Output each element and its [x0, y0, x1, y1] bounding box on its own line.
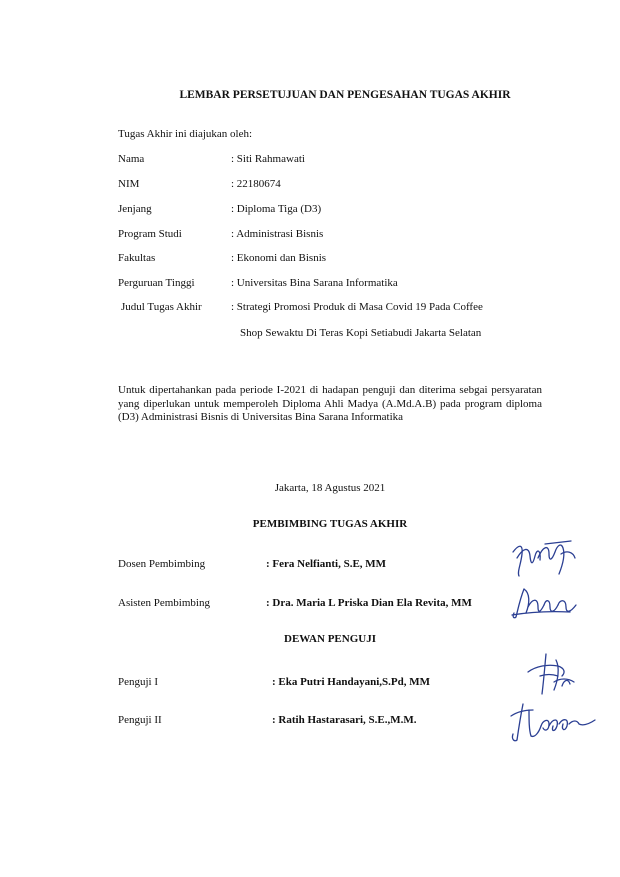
examiner-name-2: : Ratih Hastarasari, S.E.,M.M.	[272, 714, 417, 726]
field-value-jenjang: : Diploma Tiga (D3)	[231, 203, 322, 215]
signature-asisten-pembimbing	[510, 585, 582, 621]
signature-penguji-2	[505, 700, 601, 744]
field-value-judul-continuation: Shop Sewaktu Di Teras Kopi Setiabudi Jakarta Selatan	[240, 327, 482, 339]
field-value-nim: : 22180674	[231, 178, 281, 190]
examiner-heading: DEWAN PENGUJI	[284, 633, 376, 645]
document-title: LEMBAR PERSETUJUAN DAN PENGESAHAN TUGAS AKHIR	[179, 89, 511, 101]
supervisor-name-asisten: : Dra. Maria L Priska Dian Ela Revita, MM	[266, 597, 472, 609]
submission-paragraph: Untuk dipertahankan pada periode I-2021 di hadapan penguji dan diterima sebgai persyaratan yang diperlukan untuk memperoleh Diploma Ahli Madya (A.Md.A.B) pada program diploma (D3) Administrasi Bisnis di Universitas Bina Sarana Informatika	[118, 384, 542, 423]
examiner-label-2: Penguji II	[118, 714, 162, 726]
signature-penguji-1	[518, 652, 580, 698]
examiner-label-1: Penguji I	[118, 676, 159, 688]
field-value-judul: : Strategi Promosi Produk di Masa Covid 19 Pada Coffee	[231, 301, 483, 313]
field-label-perguruan-tinggi: Perguruan Tinggi	[118, 277, 195, 289]
signature-dosen-pembimbing	[505, 538, 580, 580]
place-date: Jakarta, 18 Agustus 2021	[274, 482, 386, 494]
supervisor-label-asisten: Asisten Pembimbing	[118, 597, 210, 609]
field-value-program-studi: : Administrasi Bisnis	[231, 228, 324, 240]
field-label-jenjang: Jenjang	[118, 203, 152, 215]
field-value-nama: : Siti Rahmawati	[231, 153, 305, 165]
field-label-fakultas: Fakultas	[118, 252, 156, 264]
intro-text: Tugas Akhir ini diajukan oleh:	[118, 128, 253, 140]
examiner-name-1: : Eka Putri Handayani,S.Pd, MM	[272, 676, 430, 688]
field-label-nama: Nama	[118, 153, 145, 165]
supervisor-label-dosen: Dosen Pembimbing	[118, 558, 206, 570]
field-label-nim: NIM	[118, 178, 140, 190]
field-value-fakultas: : Ekonomi dan Bisnis	[231, 252, 327, 264]
field-value-perguruan-tinggi: : Universitas Bina Sarana Informatika	[231, 277, 398, 289]
supervisor-name-dosen: : Fera Nelfianti, S.E, MM	[266, 558, 387, 570]
field-label-judul: Judul Tugas Akhir	[121, 301, 202, 313]
supervisor-heading: PEMBIMBING TUGAS AKHIR	[252, 518, 408, 530]
field-label-program-studi: Program Studi	[118, 228, 182, 240]
